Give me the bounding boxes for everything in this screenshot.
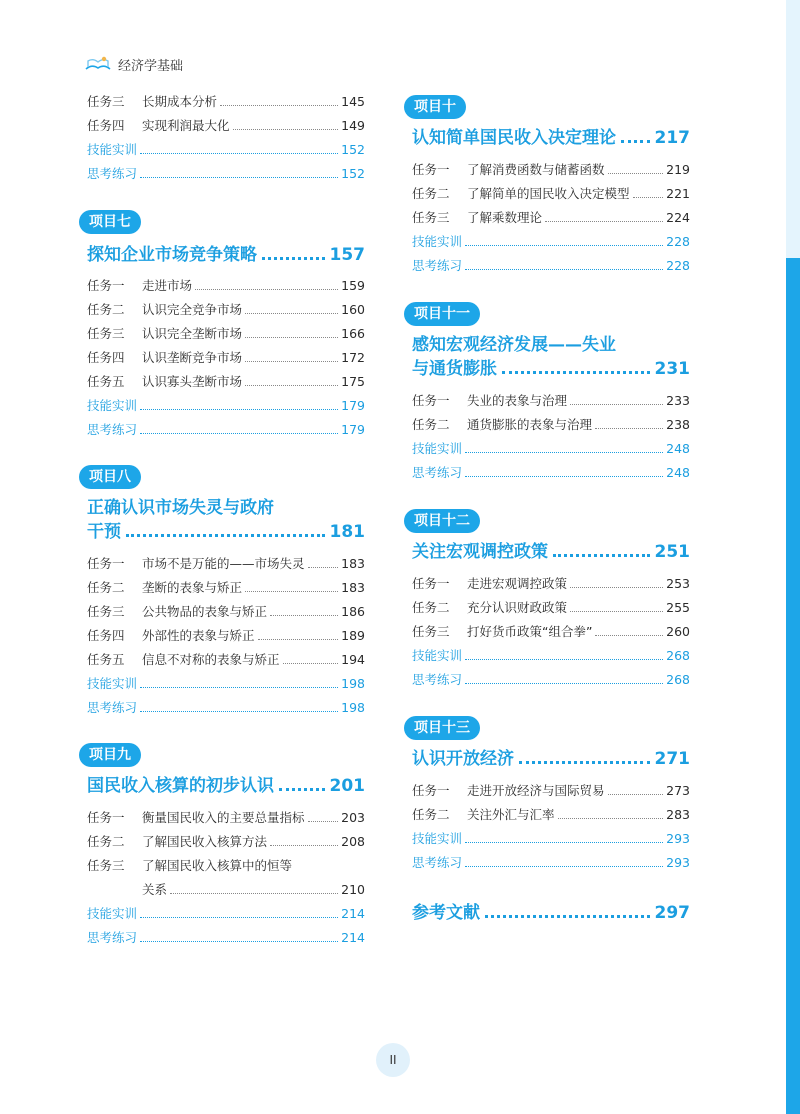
toc-entry[interactable]: [87, 627, 365, 645]
entry-title: 技能实训: [87, 398, 138, 413]
task-number: 任务三: [87, 326, 125, 341]
leader-dots: [140, 177, 338, 178]
entry-title: 认识完全竞争市场: [142, 302, 243, 317]
chapter-heading[interactable]: [412, 540, 690, 564]
leader-dots: [570, 611, 663, 612]
chapter-heading[interactable]: [412, 126, 690, 150]
entry-title: 走进市场: [142, 278, 193, 293]
toc-entry-exercise[interactable]: [87, 421, 365, 439]
task-number: 任务二: [412, 417, 450, 432]
page-ref: 248: [666, 465, 690, 480]
page-ref: 198: [341, 700, 365, 715]
leader-dots: [245, 313, 338, 314]
leader-dots: [262, 257, 325, 260]
page-ref: 214: [341, 906, 365, 921]
leader-dots: [608, 794, 664, 795]
task-number: 任务一: [412, 162, 450, 177]
page-ref: 175: [341, 374, 365, 389]
references-page: 297: [654, 903, 690, 923]
entry-title: 通货膨胀的表象与治理: [467, 417, 593, 432]
toc-entry[interactable]: [412, 209, 690, 227]
project-badge: 项目十三: [404, 716, 480, 740]
toc-entry-practice[interactable]: [87, 675, 365, 693]
page-ref: 186: [341, 604, 365, 619]
chapter-heading[interactable]: [412, 747, 690, 771]
entry-title: 走进开放经济与国际贸易: [467, 783, 605, 798]
leader-dots: [279, 788, 325, 791]
entry-title: 认识完全垄断市场: [142, 326, 243, 341]
references-title: 参考文献: [412, 903, 480, 923]
toc-entry-exercise[interactable]: [87, 699, 365, 717]
project-badge: 项目十: [404, 95, 466, 119]
running-header: [84, 53, 183, 75]
project-badge: 项目十二: [404, 509, 480, 533]
toc-entry[interactable]: [87, 93, 365, 111]
leader-dots: [465, 452, 663, 453]
leader-dots: [570, 404, 663, 405]
entry-title: 认识垄断竞争市场: [142, 350, 243, 365]
leader-dots: [558, 818, 664, 819]
page-ref: 293: [666, 855, 690, 870]
task-number: 任务三: [87, 858, 125, 873]
toc-entry[interactable]: [412, 392, 690, 410]
leader-dots: [140, 433, 338, 434]
task-number: 任务三: [412, 624, 450, 639]
chapter-page: 231: [654, 359, 690, 379]
chapter-page: 157: [329, 245, 365, 265]
chapter-title-line2: 与通货膨胀: [412, 359, 497, 379]
page-edge-accent: [786, 258, 800, 1114]
page-ref: 145: [341, 94, 365, 109]
book-title: 经济学基础: [118, 58, 184, 74]
page-ref: 159: [341, 278, 365, 293]
page-edge-band: [786, 0, 800, 1114]
page-ref: 255: [666, 600, 690, 615]
toc-entry[interactable]: [412, 623, 690, 641]
page-ref: 152: [341, 166, 365, 181]
entry-title: 实现利润最大化: [142, 118, 230, 133]
book-logo-icon: [84, 55, 112, 73]
task-number: 任务一: [412, 393, 450, 408]
toc-entry[interactable]: [87, 373, 365, 391]
entry-title: 思考练习: [412, 258, 463, 273]
leader-dots: [245, 385, 338, 386]
toc-entry-practice[interactable]: [412, 233, 690, 251]
leader-dots: [140, 917, 338, 918]
page-ref: 210: [341, 882, 365, 897]
leader-dots: [195, 289, 338, 290]
leader-dots: [465, 866, 663, 867]
task-number: 任务一: [412, 576, 450, 591]
leader-dots: [553, 554, 650, 557]
task-number: 任务二: [87, 580, 125, 595]
leader-dots: [220, 105, 338, 106]
task-number: 任务三: [412, 210, 450, 225]
entry-title: 失业的表象与治理: [467, 393, 568, 408]
page-ref: 283: [666, 807, 690, 822]
toc-entry[interactable]: [412, 416, 690, 434]
task-number: 任务二: [87, 302, 125, 317]
page-ref: 228: [666, 258, 690, 273]
task-number: 任务一: [87, 556, 125, 571]
chapter-page: 271: [654, 749, 690, 769]
toc-entry-practice[interactable]: [412, 647, 690, 665]
page-ref: 228: [666, 234, 690, 249]
project-badge: 项目八: [79, 465, 141, 489]
chapter-title: 认知简单国民收入决定理论: [412, 128, 616, 148]
toc-entry[interactable]: [412, 599, 690, 617]
page-ref: 183: [341, 556, 365, 571]
leader-dots: [595, 428, 663, 429]
project-badge: 项目九: [79, 743, 141, 767]
toc-entry-practice[interactable]: [87, 397, 365, 415]
chapter-heading[interactable]: [87, 243, 365, 267]
toc-entry-line1[interactable]: [87, 857, 365, 875]
entry-title: 垄断的表象与矫正: [142, 580, 243, 595]
toc-entry-practice[interactable]: [412, 830, 690, 848]
entry-title: 技能实训: [412, 234, 463, 249]
leader-dots: [465, 476, 663, 477]
entry-title: 了解国民收入核算方法: [142, 834, 268, 849]
entry-title: 了解国民收入核算中的恒等: [142, 858, 293, 873]
page-ref: 179: [341, 398, 365, 413]
task-number: 任务二: [412, 600, 450, 615]
toc-entry[interactable]: [87, 349, 365, 367]
entry-title: 外部性的表象与矫正: [142, 628, 255, 643]
entry-title: 长期成本分析: [142, 94, 218, 109]
chapter-title-line2: 干预: [87, 522, 121, 542]
entry-title: 思考练习: [412, 672, 463, 687]
entry-title: 信息不对称的表象与矫正: [142, 652, 280, 667]
page-ref: 203: [341, 810, 365, 825]
entry-title: 思考练习: [412, 855, 463, 870]
leader-dots: [140, 687, 338, 688]
chapter-page: 251: [654, 542, 690, 562]
chapter-page: 181: [329, 522, 365, 542]
task-number: 任务三: [87, 94, 125, 109]
toc-entry[interactable]: [87, 277, 365, 295]
page-ref: 253: [666, 576, 690, 591]
entry-title: 技能实训: [412, 831, 463, 846]
entry-title: 思考练习: [412, 465, 463, 480]
toc-entry[interactable]: [87, 301, 365, 319]
entry-title: 认识寡头垄断市场: [142, 374, 243, 389]
entry-title: 衡量国民收入的主要总量指标: [142, 810, 305, 825]
entry-title: 市场不是万能的——市场失灵: [142, 556, 305, 571]
entry-title: 技能实训: [87, 906, 138, 921]
page-ref: 166: [341, 326, 365, 341]
task-number: 任务二: [412, 186, 450, 201]
task-number: 任务三: [87, 604, 125, 619]
page-ref: 198: [341, 676, 365, 691]
entry-title: 技能实训: [412, 441, 463, 456]
entry-title: 思考练习: [87, 700, 138, 715]
chapter-title: 国民收入核算的初步认识: [87, 776, 274, 796]
entry-title: 充分认识财政政策: [467, 600, 568, 615]
toc-entry-exercise[interactable]: [412, 257, 690, 275]
leader-dots: [245, 337, 338, 338]
toc-entry-practice[interactable]: [87, 905, 365, 923]
toc-entry-exercise[interactable]: [87, 165, 365, 183]
leader-dots: [140, 153, 338, 154]
chapter-heading[interactable]: [412, 357, 690, 381]
entry-title: 了解消费函数与储蓄函数: [467, 162, 605, 177]
leader-dots: [633, 197, 664, 198]
toc-entry[interactable]: [87, 579, 365, 597]
page-ref: 160: [341, 302, 365, 317]
chapter-page: 201: [329, 776, 365, 796]
leader-dots: [270, 615, 338, 616]
page-ref: 238: [666, 417, 690, 432]
chapter-title: 探知企业市场竞争策略: [87, 245, 257, 265]
chapter-heading[interactable]: [87, 774, 365, 798]
page-ref: 183: [341, 580, 365, 595]
leader-dots: [258, 639, 339, 640]
toc-entry[interactable]: [412, 806, 690, 824]
leader-dots: [621, 140, 650, 143]
toc-entry[interactable]: [412, 161, 690, 179]
leader-dots: [140, 941, 338, 942]
chapter-title: 关注宏观调控政策: [412, 542, 548, 562]
task-number: 任务一: [87, 810, 125, 825]
toc-entry-line2[interactable]: [87, 881, 365, 899]
project-badge: 项目十一: [404, 302, 480, 326]
toc-entry[interactable]: [87, 325, 365, 343]
task-number: 任务四: [87, 118, 125, 133]
page-ref: 268: [666, 648, 690, 663]
toc-entry-exercise[interactable]: [412, 464, 690, 482]
task-number: 任务四: [87, 628, 125, 643]
task-number: 任务五: [87, 374, 125, 389]
entry-title: 思考练习: [87, 422, 138, 437]
page-ref: 268: [666, 672, 690, 687]
project-badge: 项目七: [79, 210, 141, 234]
leader-dots: [245, 591, 338, 592]
leader-dots: [140, 409, 338, 410]
leader-dots: [283, 663, 339, 664]
task-number: 任务五: [87, 652, 125, 667]
toc-entry[interactable]: [412, 782, 690, 800]
task-number: 任务二: [412, 807, 450, 822]
toc-entry[interactable]: [87, 117, 365, 135]
toc-entry[interactable]: [412, 575, 690, 593]
entry-title: 关注外汇与汇率: [467, 807, 555, 822]
entry-title: 技能实训: [87, 676, 138, 691]
chapter-page: 217: [654, 128, 690, 148]
leader-dots: [465, 842, 663, 843]
chapter-heading[interactable]: [87, 520, 365, 544]
leader-dots: [570, 587, 663, 588]
toc-entry[interactable]: [87, 555, 365, 573]
page-ref: 293: [666, 831, 690, 846]
page-ref: 248: [666, 441, 690, 456]
entry-title: 打好货币政策“组合拳”: [467, 624, 593, 639]
leader-dots: [270, 845, 338, 846]
leader-dots: [465, 245, 663, 246]
task-number: 任务二: [87, 834, 125, 849]
entry-title: 公共物品的表象与矫正: [142, 604, 268, 619]
toc-entry[interactable]: [412, 185, 690, 203]
leader-dots: [308, 821, 339, 822]
leader-dots: [170, 893, 338, 894]
leader-dots: [545, 221, 663, 222]
entry-title: 了解简单的国民收入决定模型: [467, 186, 630, 201]
toc-entry[interactable]: [87, 651, 365, 669]
toc-entry-practice[interactable]: [87, 141, 365, 159]
leader-dots: [465, 683, 663, 684]
page-ref: 152: [341, 142, 365, 157]
page-ref: 260: [666, 624, 690, 639]
toc-entry-practice[interactable]: [412, 440, 690, 458]
page-ref: 233: [666, 393, 690, 408]
leader-dots: [126, 534, 325, 537]
page-ref: 194: [341, 652, 365, 667]
toc-entry[interactable]: [87, 603, 365, 621]
toc-entry-exercise[interactable]: [412, 854, 690, 872]
task-number: 任务四: [87, 350, 125, 365]
leader-dots: [485, 915, 650, 918]
leader-dots: [502, 371, 650, 374]
page-ref: 224: [666, 210, 690, 225]
entry-title: 技能实训: [87, 142, 138, 157]
leader-dots: [595, 635, 663, 636]
leader-dots: [608, 173, 664, 174]
page-ref: 179: [341, 422, 365, 437]
entry-title: 了解乘数理论: [467, 210, 543, 225]
leader-dots: [140, 711, 338, 712]
toc-entry[interactable]: [87, 833, 365, 851]
leader-dots: [465, 659, 663, 660]
leader-dots: [233, 129, 339, 130]
page-ref: 214: [341, 930, 365, 945]
entry-title: 思考练习: [87, 930, 138, 945]
entry-title: 技能实训: [412, 648, 463, 663]
task-number: 任务一: [87, 278, 125, 293]
toc-entry-exercise[interactable]: [87, 929, 365, 947]
leader-dots: [519, 761, 650, 764]
page-ref: 273: [666, 783, 690, 798]
toc-entry-exercise[interactable]: [412, 671, 690, 689]
chapter-title: 认识开放经济: [412, 749, 514, 769]
references-heading[interactable]: [412, 901, 690, 925]
page-number: II: [376, 1043, 410, 1077]
page-ref: 189: [341, 628, 365, 643]
page-ref: 219: [666, 162, 690, 177]
entry-title: 思考练习: [87, 166, 138, 181]
page-ref: 149: [341, 118, 365, 133]
entry-title-cont: 关系: [142, 882, 168, 897]
leader-dots: [245, 361, 338, 362]
leader-dots: [465, 269, 663, 270]
page-ref: 221: [666, 186, 690, 201]
chapter-title-line1[interactable]: 正确认识市场失灵与政府: [87, 498, 274, 518]
page-ref: 172: [341, 350, 365, 365]
page-ref: 208: [341, 834, 365, 849]
entry-title: 走进宏观调控政策: [467, 576, 568, 591]
toc-entry[interactable]: [87, 809, 365, 827]
task-number: 任务一: [412, 783, 450, 798]
chapter-title-line1[interactable]: 感知宏观经济发展——失业: [412, 335, 616, 355]
leader-dots: [308, 567, 339, 568]
